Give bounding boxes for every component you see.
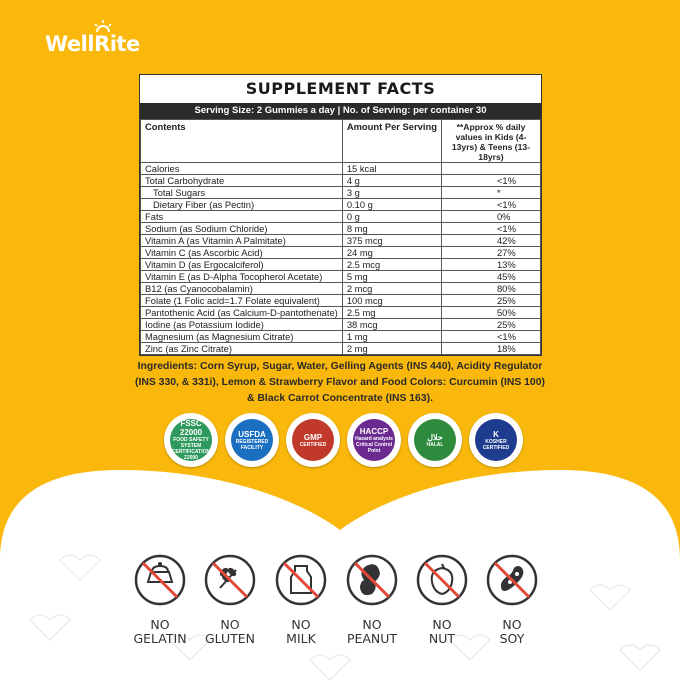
facts-row: [141, 235, 541, 247]
nutrient-name: Vitamin A (as Vitamin A Palmitate): [141, 235, 343, 247]
free-from-label: [271, 618, 331, 646]
free-from-item: [482, 552, 542, 646]
badge-seal: [475, 419, 517, 461]
no-nut-icon: [414, 552, 470, 608]
facts-row: [141, 259, 541, 271]
facts-row: [141, 247, 541, 259]
facts-body: [141, 163, 541, 355]
facts-row: [141, 163, 541, 175]
brand-name: WellRite: [45, 32, 140, 56]
nutrient-name: B12 (as Cyanocobalamin): [141, 283, 343, 295]
facts-row: [141, 271, 541, 283]
header-amount: Amount Per Serving: [342, 120, 441, 163]
nutrient-name: Folate (1 Folic acid=1.7 Folate equivalent): [141, 295, 343, 307]
free-from-item-name: PEANUT: [346, 631, 398, 646]
free-from-row: [130, 552, 560, 652]
nutrient-daily-value: 50%: [441, 307, 540, 319]
nutrient-name: Pantothenic Acid (as Calcium-D-pantothenate): [141, 307, 343, 319]
free-from-label: [200, 618, 260, 646]
badge-seal: [231, 419, 273, 461]
no-gelatin-icon: [132, 552, 188, 608]
free-from-label: [412, 618, 472, 646]
free-from-item-name: NUT: [428, 631, 456, 646]
facts-row: [141, 187, 541, 199]
nutrient-name: Calories: [141, 163, 343, 175]
nutrient-name: Zinc (as Zinc Citrate): [141, 343, 343, 355]
nutrient-daily-value: <1%: [441, 331, 540, 343]
no-peanut-icon: [344, 552, 400, 608]
free-from-no: NO: [291, 617, 311, 632]
nutrient-amount: 2.5 mg: [342, 307, 441, 319]
no-soy-icon: [484, 552, 540, 608]
facts-row: [141, 343, 541, 355]
facts-row: [141, 211, 541, 223]
nutrient-amount: 38 mcg: [342, 319, 441, 331]
nutrient-daily-value: <1%: [441, 199, 540, 211]
facts-table: [140, 119, 541, 355]
badge-seal: [292, 419, 334, 461]
nutrient-name: Total Sugars: [141, 187, 343, 199]
nutrient-amount: 24 mg: [342, 247, 441, 259]
nutrient-name: Vitamin D (as Ergocalciferol): [141, 259, 343, 271]
nutrient-amount: 0.10 g: [342, 199, 441, 211]
nutrient-daily-value: 80%: [441, 283, 540, 295]
nutrient-name: Total Carbohydrate: [141, 175, 343, 187]
nutrient-amount: 5 mg: [342, 271, 441, 283]
no-milk-icon: [273, 552, 329, 608]
nutrient-daily-value: 42%: [441, 235, 540, 247]
nutrient-daily-value: [441, 163, 540, 175]
free-from-no: NO: [362, 617, 382, 632]
badge-seal: [353, 419, 395, 461]
badge-subtitle: KOSHER CERTIFIED: [482, 438, 510, 451]
nutrient-daily-value: 0%: [441, 211, 540, 223]
nutrient-name: Fats: [141, 211, 343, 223]
free-from-label: [482, 618, 542, 646]
certification-badges: [164, 413, 524, 469]
nutrient-amount: 3 g: [342, 187, 441, 199]
nutrient-daily-value: 25%: [441, 295, 540, 307]
badge-seal: [414, 419, 456, 461]
no-gluten-icon: [202, 552, 258, 608]
badge-subtitle: REGISTERED FACILITY: [235, 438, 269, 451]
nutrient-amount: 4 g: [342, 175, 441, 187]
facts-row: [141, 223, 541, 235]
nutrient-amount: 100 mcg: [342, 295, 441, 307]
nutrient-daily-value: *: [441, 187, 540, 199]
nutrient-amount: 1 mg: [342, 331, 441, 343]
nutrient-daily-value: 18%: [441, 343, 540, 355]
nutrient-daily-value: <1%: [441, 223, 540, 235]
gmp-icon: [286, 413, 340, 467]
header-contents: Contents: [141, 120, 343, 163]
free-from-item-name: GLUTEN: [204, 631, 256, 646]
serving-info: Serving Size: 2 Gummies a day | No. of Serving: per container 30: [140, 103, 541, 119]
badge-subtitle: HALAL: [426, 441, 444, 448]
badge-subtitle: Hazard analysis Critical Control Point: [355, 435, 393, 454]
free-from-item-name: MILK: [286, 631, 316, 646]
ingredients-text: Ingredients: Corn Syrup, Sugar, Water, Gelling Agents (INS 440), Acidity Regulator (INS 330, & 331i), Lemon & Strawberry Flavor and Food Colors: Curcumin (INS 100) & Black Carrot Concentrate (INS 163).: [135, 361, 545, 404]
facts-row: [141, 331, 541, 343]
free-from-item: [130, 552, 190, 646]
badge-title: K: [493, 429, 499, 439]
facts-title: SUPPLEMENT FACTS: [245, 79, 436, 98]
nutrient-amount: 2 mcg: [342, 283, 441, 295]
nutrient-amount: 15 kcal: [342, 163, 441, 175]
free-from-no: NO: [150, 617, 170, 632]
badge-title: USFDA: [238, 429, 266, 439]
fssc-22000-icon: [164, 413, 218, 467]
free-from-item: [412, 552, 472, 646]
badge-seal: [170, 419, 212, 461]
nutrient-name: Dietary Fiber (as Pectin): [141, 199, 343, 211]
free-from-item-name: SOY: [499, 631, 525, 646]
nutrient-amount: 2 mg: [342, 343, 441, 355]
nutrient-name: Vitamin E (as D-Alpha Tocopherol Acetate): [141, 271, 343, 283]
nutrient-amount: 8 mg: [342, 223, 441, 235]
halal-icon: [408, 413, 462, 467]
nutrient-amount: 2.5 mcg: [342, 259, 441, 271]
free-from-item: [342, 552, 402, 646]
free-from-no: NO: [502, 617, 522, 632]
usfda-icon: [225, 413, 279, 467]
facts-header-row: [141, 120, 541, 163]
nutrient-amount: 0 g: [342, 211, 441, 223]
nutrient-name: Iodine (as Potassium Iodide): [141, 319, 343, 331]
badge-title: HACCP: [359, 426, 389, 436]
facts-row: [141, 295, 541, 307]
kosher-icon: [469, 413, 523, 467]
facts-row: [141, 283, 541, 295]
nutrient-name: Vitamin C (as Ascorbic Acid): [141, 247, 343, 259]
facts-row: [141, 307, 541, 319]
facts-row: [141, 319, 541, 331]
nutrient-daily-value: 45%: [441, 271, 540, 283]
nutrient-daily-value: 27%: [441, 247, 540, 259]
badge-title: GMP: [303, 432, 323, 442]
free-from-item-name: GELATIN: [133, 631, 187, 646]
nutrient-name: Sodium (as Sodium Chloride): [141, 223, 343, 235]
haccp-icon: [347, 413, 401, 467]
badge-subtitle: FOOD SAFETY SYSTEM CERTIFICATION 22000: [171, 437, 211, 461]
free-from-item: [200, 552, 260, 646]
badge-title: حلال: [427, 432, 443, 442]
nutrient-name: Magnesium (as Magnesium Citrate): [141, 331, 343, 343]
nutrient-daily-value: 25%: [441, 319, 540, 331]
free-from-no: NO: [220, 617, 240, 632]
facts-row: [141, 175, 541, 187]
header-daily-value: **Approx % daily values in Kids (4-13yrs) & Teens (13-18yrs): [441, 120, 540, 163]
free-from-label: [130, 618, 190, 646]
facts-row: [141, 199, 541, 211]
supplement-facts-panel: [139, 74, 542, 356]
nutrient-daily-value: 13%: [441, 259, 540, 271]
badge-subtitle: CERTIFIED: [299, 441, 327, 448]
nutrient-amount: 375 mcg: [342, 235, 441, 247]
badge-title: FSSC 22000: [179, 419, 203, 437]
free-from-no: NO: [432, 617, 452, 632]
free-from-label: [342, 618, 402, 646]
free-from-item: [271, 552, 331, 646]
nutrient-daily-value: <1%: [441, 175, 540, 187]
